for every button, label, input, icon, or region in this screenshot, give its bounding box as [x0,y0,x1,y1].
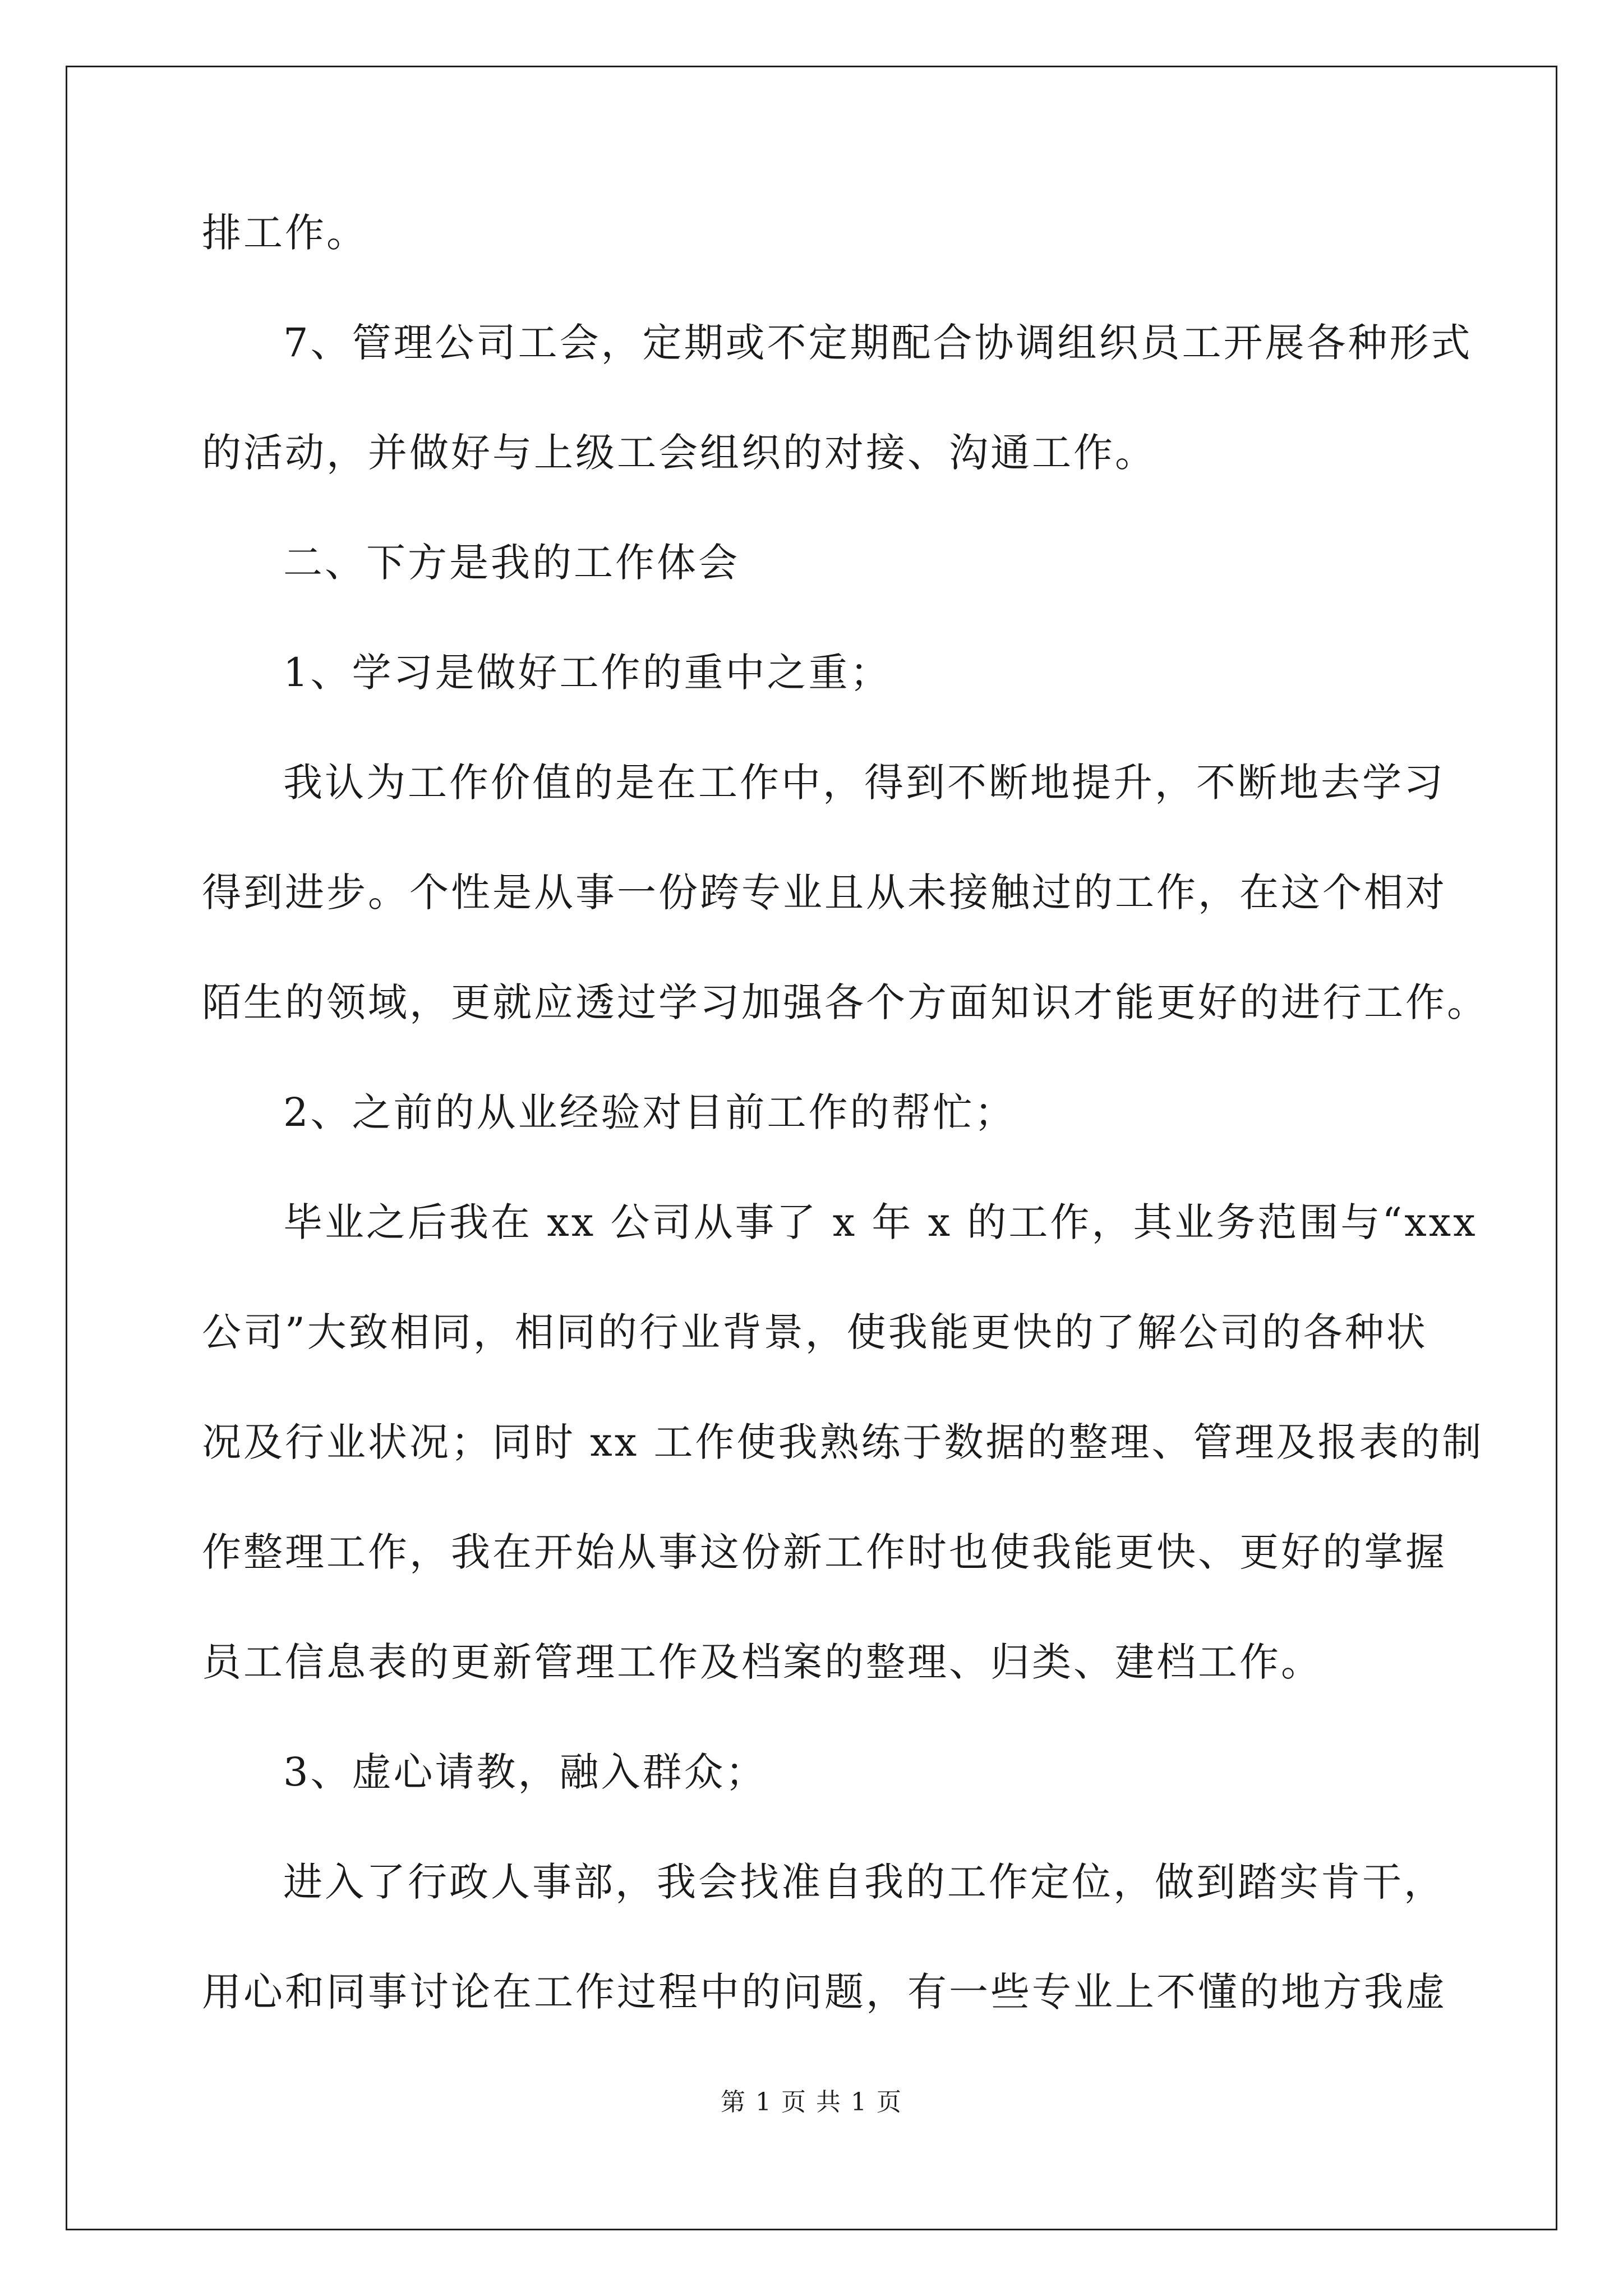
item-heading-3: 3、虚心请教，融入群众； [283,1749,767,1795]
text-line-7: 得到进步。个性是从事一份跨专业且从未接触过的工作，在这个相对 [202,869,1447,915]
text-line-12: 况及行业状况；同时 xx 工作使我熟练于数据的整理、管理及报表的制 [202,1419,1484,1465]
item-heading-1: 1、学习是做好工作的重中之重； [283,650,892,696]
text-line-13: 作整理工作，我在开始从事这份新工作时也使我能更快、更好的掌握 [202,1529,1447,1575]
text-line-1: 排工作。 [202,210,368,256]
text-line-3: 的活动，并做好与上级工会组织的对接、沟通工作。 [202,430,1156,476]
text-line-11: 公司”大致相同，相同的行业背景，使我能更快的了解公司的各种状 [202,1309,1428,1355]
document-body [202,210,1488,2082]
section-heading-2: 二、下方是我的工作体会 [283,540,740,586]
text-line-16: 进入了行政人事部，我会找准自我的工作定位，做到踏实肯干， [283,1859,1445,1905]
text-line-14: 员工信息表的更新管理工作及档案的整理、归类、建档工作。 [202,1639,1322,1685]
text-line-8: 陌生的领域，更就应透过学习加强各个方面知识才能更好的进行工作。 [202,979,1488,1025]
item-heading-2: 2、之前的从业经验对目前工作的帮忙； [283,1089,1016,1135]
text-line-17: 用心和同事讨论在工作过程中的问题，有一些专业上不懂的地方我虚 [202,1969,1447,2015]
text-line-10: 毕业之后我在 xx 公司从事了 x 年 x 的工作，其业务范围与“xxx [283,1199,1478,1245]
page-footer: 第 1 页 共 1 页 [721,2088,902,2116]
text-line-2: 7、管理公司工会，定期或不定期配合协调组织员工开展各种形式 [283,320,1473,366]
text-line-6: 我认为工作价值的是在工作中，得到不断地提升，不断地去学习 [283,760,1445,806]
